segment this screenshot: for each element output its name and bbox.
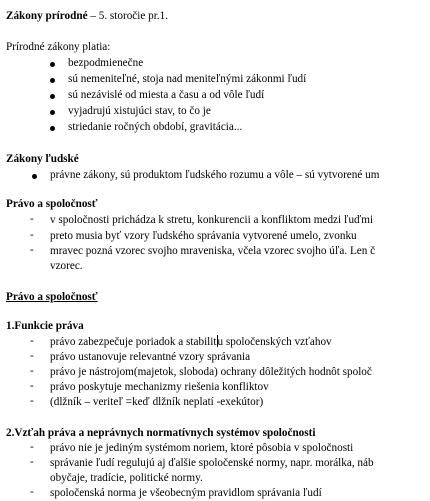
bullet-icon [50, 94, 55, 99]
dash-icon: - [30, 244, 34, 256]
list-item: právo ustanovuje relevantné vzory správania [50, 351, 251, 363]
list-item: mravec pozná vzorec svojho mraveniska, včela vzorec svojho úľa. Len č [50, 245, 376, 257]
list-item: správanie ľudí regulujú aj ďalšie spoločenské normy, napr. morálka, náb [50, 457, 374, 469]
dash-icon: - [30, 365, 34, 377]
dash-icon: - [30, 229, 34, 241]
dash-icon: - [30, 395, 34, 407]
section-heading-natural-laws: Zákony prírodné – 5. storočie pr.1. [6, 10, 169, 22]
list-item: preto musia byť vzory ľudského správania vytvorené umelo, zvonku [50, 230, 357, 242]
list-item: právo zabezpečuje poriadok a stabilitu spoločenských vzťahov [50, 336, 332, 348]
list-item: právne zákony, sú produktom ľudského rozumu a vôle – sú vytvorené um [50, 169, 380, 181]
dash-icon: - [30, 456, 34, 468]
dash-icon: - [30, 335, 34, 347]
bullet-icon [50, 110, 55, 115]
dash-icon: - [30, 380, 34, 392]
bullet-icon [50, 62, 55, 67]
subheading-law-and-normative-systems: 2.Vzťah práva a neprávnych normatívnych systémov spoločnosti [6, 427, 316, 439]
section-heading-law-society-underlined: Právo a spoločnosť [6, 291, 98, 303]
list-item: právo je nástrojom(majetok, sloboda) ochrany dôležitých hodnôt spoloč [50, 366, 372, 378]
section-heading-human-laws: Zákony ľudské [6, 153, 79, 165]
list-item: bezpodmienečne [68, 57, 144, 69]
list-item-continuation: obyčaje, tradície, politické normy. [50, 472, 203, 484]
section-heading-law-society: Právo a spoločnosť [6, 198, 98, 210]
list-item: právo nie je jediným systémom noriem, ktoré pôsobia v spoločnosti [50, 442, 354, 454]
list-item: právo poskytuje mechanizmy riešenia konfliktov [50, 381, 269, 393]
bullet-icon [32, 174, 37, 179]
list-item: v spoločnosti prichádza k stretu, konkurencii a konfliktom medzi ľuďmi [50, 214, 374, 226]
list-item: vyjadrujú xistujúci stav, to čo je [68, 105, 211, 117]
list-item: spoločenská norma je všeobecným pravidlom správania ľudí [50, 487, 322, 499]
dash-icon: - [30, 350, 34, 362]
list-item: (dlžník – veriteľ =keď dlžník neplatí -exekútor) [50, 396, 264, 408]
dash-icon: - [30, 486, 34, 498]
subheading-functions-of-law: 1.Funkcie práva [6, 320, 84, 332]
dash-icon: - [30, 213, 34, 225]
paragraph-intro: Prírodné zákony platia: [6, 41, 111, 53]
list-item-continuation: vzorec. [50, 260, 83, 272]
bullet-icon [50, 78, 55, 83]
bullet-icon [50, 126, 55, 131]
list-item: striedanie ročných období, gravitácia... [68, 121, 243, 133]
list-item: sú nemeniteľné, stoja nad meniteľnými zákonmi ľudí [68, 73, 307, 85]
list-item: sú nezávislé od miesta a času a od vôle ľudí [68, 89, 265, 101]
dash-icon: - [30, 441, 34, 453]
